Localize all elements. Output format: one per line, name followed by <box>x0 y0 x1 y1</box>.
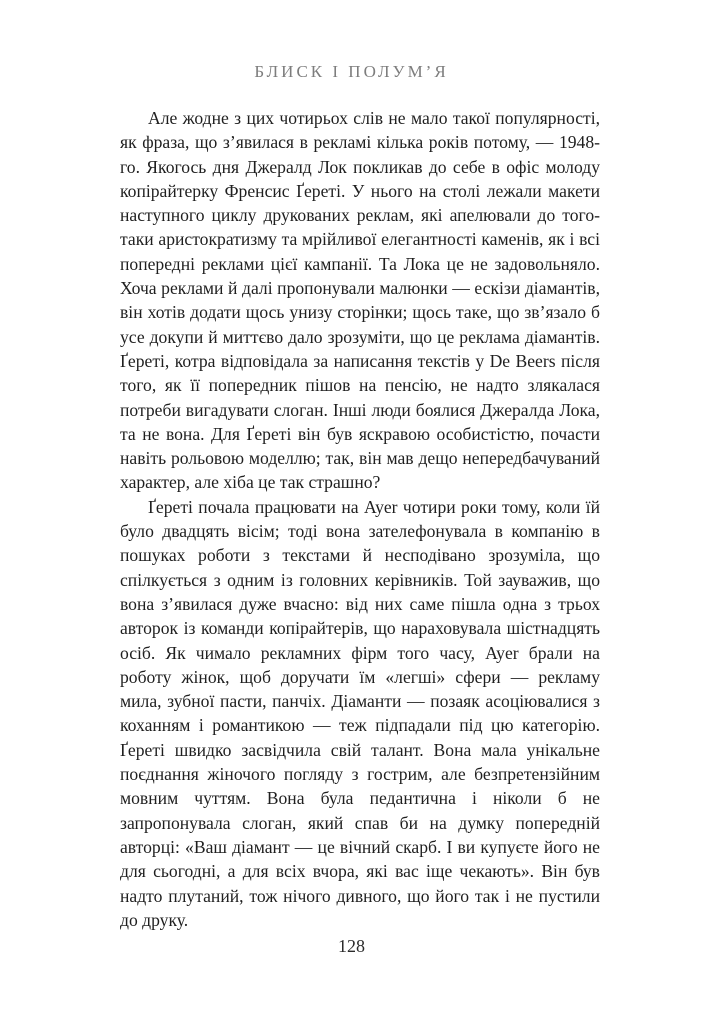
page-number: 128 <box>338 936 365 956</box>
paragraph-2: Ґереті почала працювати на Ayer чотири роки тому, коли їй було двадцять вісім; тоді вона зателефонувала в компанію в пошуках роботи з текстами й несподівано зрозуміла, що спілкується з одним із головних керівників. Той зауважив, що вона з’явилася дуже вчасно: від них саме пішла одна з трьох авторок із команди копірайтерів, що нараховувала шістнадцять осіб. Як чимало рекламних фірм того часу, Ayer брали на роботу жінок, щоб доручати їм «легші» сфери — рекламу мила, зубної пасти, панчіх. Діаманти — позаяк асоціювалися з коханням і романтикою — теж підпадали під цю категорію. Ґереті швидко засвідчила свій талант. Вона мала унікальне поєднання жіночого погляду з гострим, але безпретензійним мовним чуттям. Вона була педантична і ніколи б не запропонувала слоган, який спав би на думку попередній авторці: «Ваш діамант — це вічний скарб. І ви купуєте його не для сьогодні, а для всіх вчора, які вас іще чекають». Він був надто плутаний, тож нічого дивного, що його так і не пустили до друку. <box>120 496 600 930</box>
paragraph-1: Але жодне з цих чотирьох слів не мало такої популярності, як фраза, що з’явилася в рекламі кілька років потому, — 1948-го. Якогось дня Джералд Лок покликав до себе в офіс молоду копірайтерку Френсис Ґереті. У нього на столі лежали макети наступного циклу друкованих реклам, які апелювали до того-таки аристократизму та мрійливої елегантності каменів, як і всі попередні реклами цієї кампанії. Та Лока це не задовольняло. Хоча реклами й далі пропонували малюнки — ескізи діамантів, він хотів додати щось унизу сторінки; щось таке, що зв’язало б усе докупи й миттєво дало зрозуміти, що це реклама діамантів. Ґереті, котра відповідала за написання текстів у De Beers після того, як її попередник пішов на пенсію, не надто злякалася потреби вигадувати слоган. Інші люди боялися Джералда Лока, та не вона. Для Ґереті він був яскравою особистістю, почасти навіть рольовою моделлю; так, він мав дещо непередбачуваний характер, але хіба це так страшно? <box>120 108 600 493</box>
body-text <box>120 106 600 932</box>
running-head: БЛИСК І ПОЛУМ’Я <box>254 62 449 81</box>
